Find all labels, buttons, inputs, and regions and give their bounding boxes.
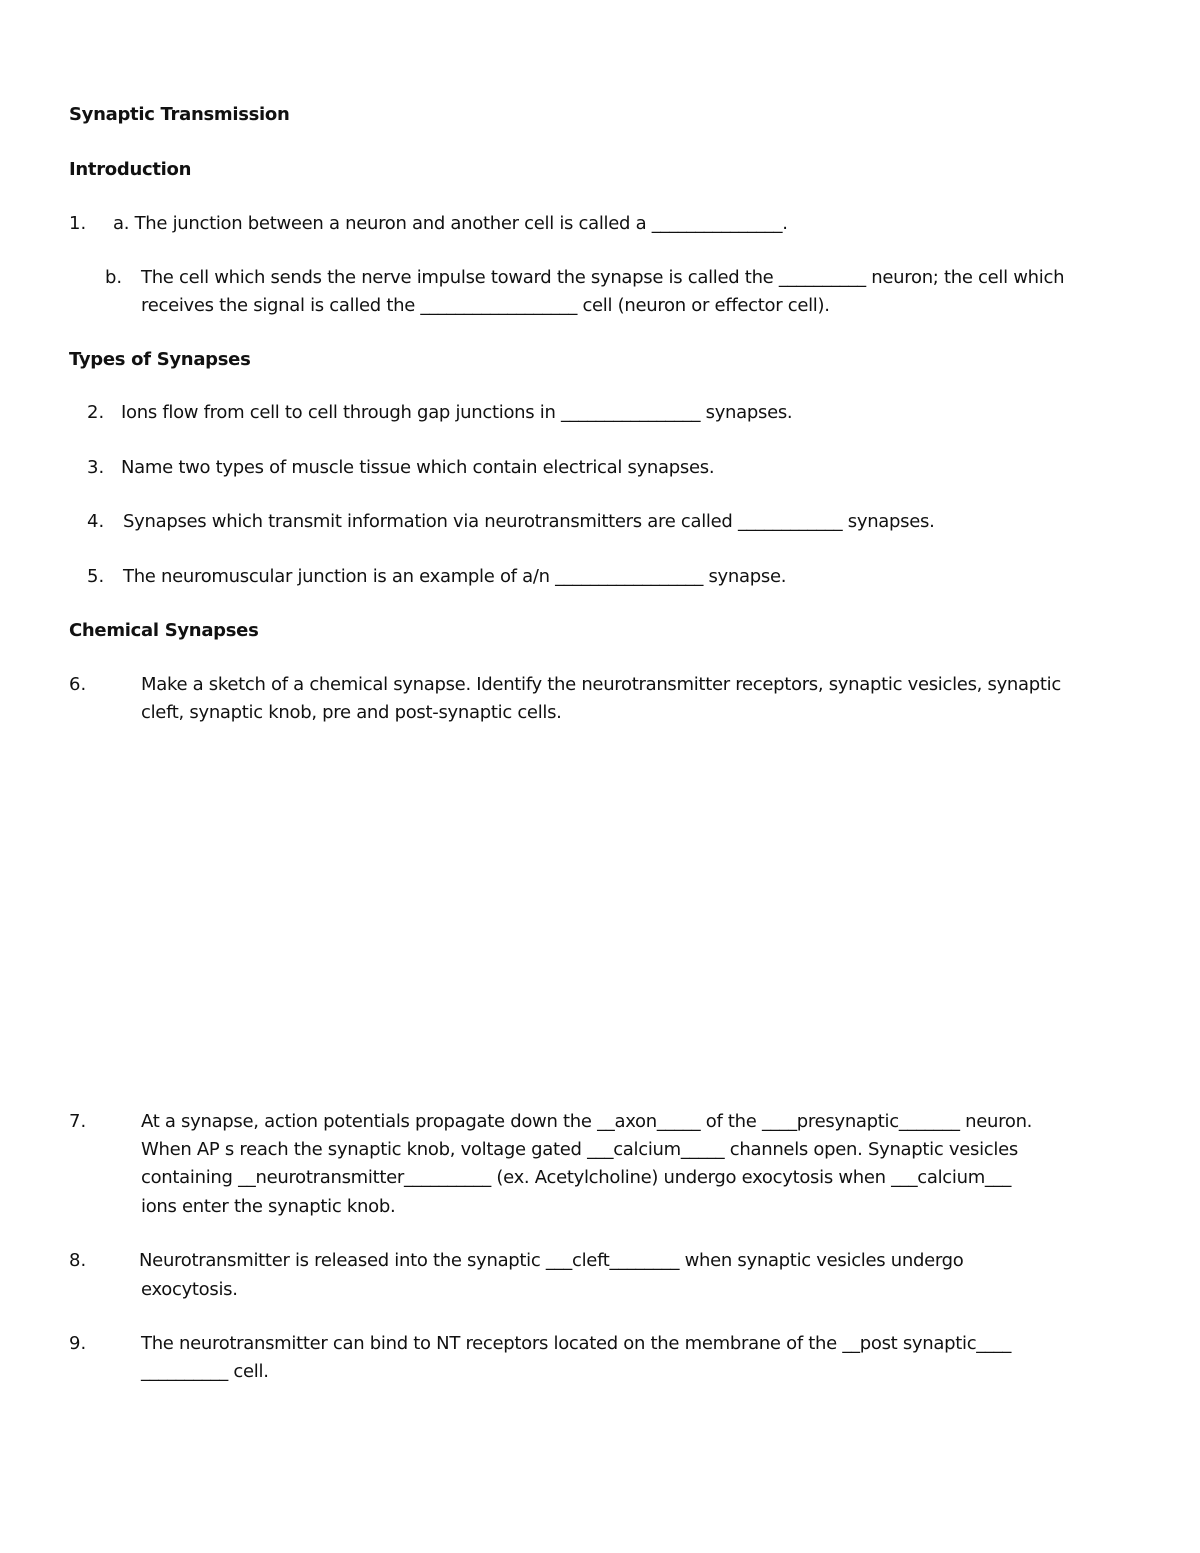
question-7-line-2: When AP s reach the synaptic knob, voltage gated ___calcium_____ channels open. Synaptic vesicles (141, 1139, 1018, 1160)
question-5-number: 5. (87, 566, 105, 587)
section-heading-introduction: Introduction (69, 159, 192, 180)
question-1b-line-1: The cell which sends the nerve impulse toward the synapse is called the __________ neuron; the cell which (141, 267, 1065, 288)
question-2-text: Ions flow from cell to cell through gap junctions in ________________ synapses. (121, 402, 793, 423)
section-heading-types-of-synapses: Types of Synapses (69, 349, 251, 370)
question-4-number: 4. (87, 511, 105, 532)
section-heading-chemical-synapses: Chemical Synapses (69, 620, 259, 641)
question-7-line-1: At a synapse, action potentials propagate down the __axon_____ of the ____presynaptic_______ neuron. (141, 1111, 1033, 1132)
question-8-line-2: exocytosis. (141, 1279, 238, 1300)
question-2-number: 2. (87, 402, 105, 423)
sketch-area (141, 740, 1101, 1100)
question-1b-line-2: receives the signal is called the __________________ cell (neuron or effector cell). (141, 295, 830, 316)
question-6-line-1: Make a sketch of a chemical synapse. Identify the neurotransmitter receptors, synaptic vesicles, synaptic (141, 674, 1061, 695)
page-title: Synaptic Transmission (69, 104, 290, 125)
question-3-number: 3. (87, 457, 105, 478)
question-6-number: 6. (69, 674, 87, 695)
question-4-text: Synapses which transmit information via neurotransmitters are called ____________ synapses. (123, 511, 935, 532)
question-1b-label: b. (105, 267, 123, 288)
question-7-number: 7. (69, 1111, 87, 1132)
question-9-line-2: __________ cell. (141, 1361, 269, 1382)
question-8-line-1: Neurotransmitter is released into the synaptic ___cleft________ when synaptic vesicles undergo (139, 1250, 964, 1271)
question-1a-text: a. The junction between a neuron and another cell is called a _______________. (113, 213, 788, 234)
question-5-text: The neuromuscular junction is an example of a/n _________________ synapse. (123, 566, 787, 587)
question-9-number: 9. (69, 1333, 87, 1354)
question-7-line-3: containing __neurotransmitter__________ (ex. Acetylcholine) undergo exocytosis when ___calcium___ (141, 1167, 1012, 1188)
question-3-text: Name two types of muscle tissue which contain electrical synapses. (121, 457, 715, 478)
question-1-number: 1. (69, 213, 87, 234)
question-8-number: 8. (69, 1250, 87, 1271)
question-6-line-2: cleft, synaptic knob, pre and post-synaptic cells. (141, 702, 562, 723)
question-7-line-4: ions enter the synaptic knob. (141, 1196, 396, 1217)
question-9-line-1: The neurotransmitter can bind to NT receptors located on the membrane of the __post synaptic____ (141, 1333, 1012, 1354)
